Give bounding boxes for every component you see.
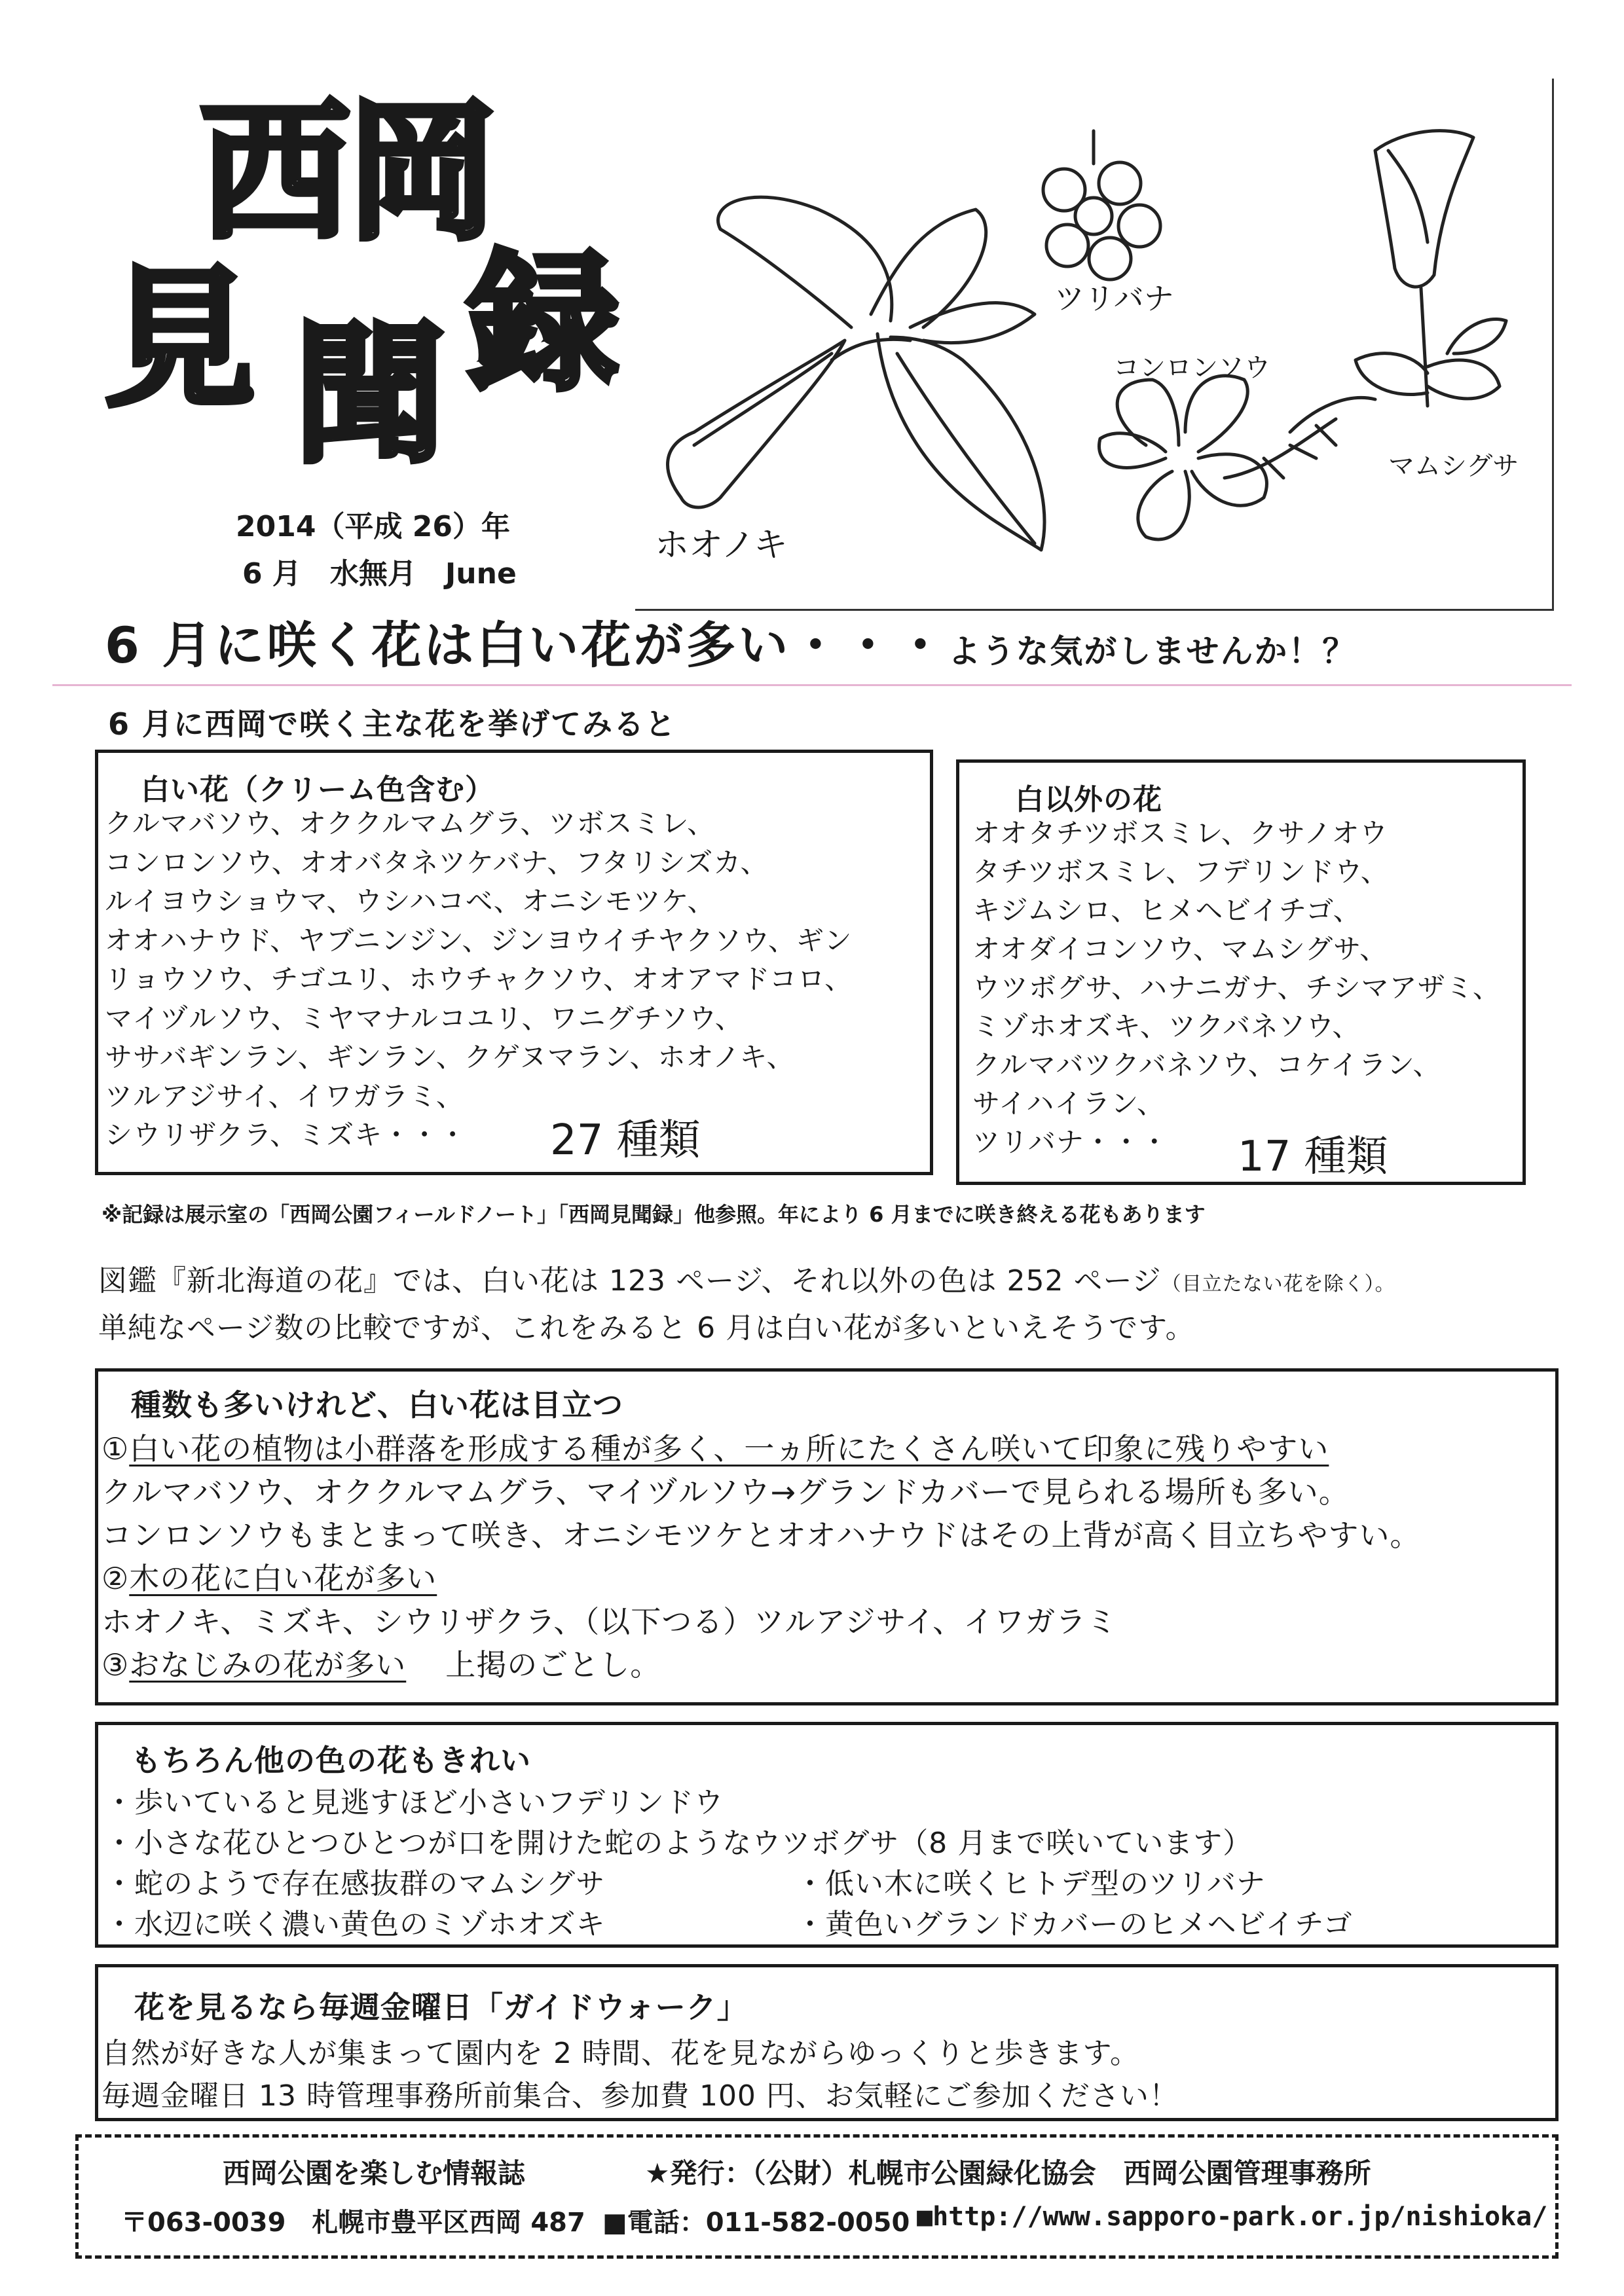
- colors-item: ・歩いていると見逃すほど小さいフデリンドウ: [105, 1786, 724, 1819]
- list-line: ササバギンラン、ギンラン、クゲヌマラン、ホオノキ、: [105, 1041, 795, 1073]
- paragraph-text: 図鑑『新北海道の花』では、白い花は 123 ページ、それ以外の色は 252 ページ: [98, 1264, 1162, 1298]
- list-line: コンロンソウ、オオバタネツケバナ、フタリシズカ、: [105, 846, 769, 879]
- white-box-heading: 白い花（クリーム色含む）: [141, 773, 494, 807]
- paragraph-line2: 単純なページ数の比較ですが、これをみると 6 月は白い花が多いといえそうです。: [98, 1311, 1195, 1345]
- other-colors-box: [95, 1722, 1559, 1948]
- list-line: タチツボスミレ、フデリンドウ、: [972, 856, 1389, 888]
- title-char: 聞: [295, 308, 446, 483]
- footer-box: [75, 2134, 1559, 2259]
- reason-3-text: おなじみの花が多い: [129, 1647, 407, 1683]
- list-line: クルマバツクバネソウ、コケイラン、: [972, 1049, 1441, 1081]
- list-line: オオダイコンソウ、マムシグサ、: [972, 933, 1388, 965]
- list-line: ツルアジサイ、イワガラミ、: [105, 1080, 464, 1112]
- footer-phone: ■電話：011-582-0050: [602, 2208, 910, 2238]
- list-line: リョウソウ、チゴユリ、ホウチャクソウ、オオアマドコロ、: [105, 963, 853, 995]
- list-line: キジムシロ、ヒメヘビイチゴ、: [972, 894, 1361, 926]
- paragraph-small: （目立たない花を除く）。: [1161, 1273, 1395, 1296]
- list-line: クルマバソウ、オククルマムグラ、ツボスミレ、: [105, 807, 716, 839]
- white-flowers-box: [95, 750, 933, 1175]
- source-note: ※記録は展示室の「西岡公園フィールドノート」「西岡見聞録」他参照。年により 6 月までに咲き終える花もあります: [101, 1202, 1206, 1227]
- reason-3-title: [101, 1641, 661, 1685]
- divider: [52, 684, 1572, 686]
- reason-1-line1: クルマバソウ、オククルマムグラ、マイヅルソウ→グランドカバーで見られる場所も多い。: [101, 1474, 1350, 1510]
- title-char: 西: [200, 86, 351, 261]
- title-char: 録: [468, 236, 619, 411]
- list-line: マイヅルソウ、ミヤマナルコユリ、ワニグチソウ、: [105, 1002, 743, 1034]
- list-line: オオハナウド、ヤブニンジン、ジンヨウイチヤクソウ、ギン: [105, 924, 853, 957]
- guide-line2: 毎週金曜日 13 時管理事務所前集合、参加費 100 円、お気軽にご参加ください！: [101, 2079, 1179, 2113]
- colors-item: ・蛇のようで存在感抜群のマムシグサ: [105, 1867, 606, 1901]
- colors-item: ・小さな花ひとつひとつが口を開けた蛇のようなウツボグサ（8 月まで咲いています）: [105, 1827, 1253, 1860]
- flower-illustration: [635, 79, 1554, 611]
- colors-item: ・低い木に咲くヒトデ型のツリバナ: [796, 1867, 1266, 1901]
- reason-1-text: 白い花の植物は小群落を形成する種が多く、一ヵ所にたくさん咲いて印象に残りやすい: [129, 1431, 1329, 1467]
- title-char: 岡: [347, 86, 498, 261]
- white-flowers-list: [105, 804, 853, 1155]
- list-line: ミゾホオズキ、ツクバネソウ、: [972, 1010, 1361, 1042]
- white-count: 27 種類: [550, 1116, 701, 1165]
- other-flowers-list: [972, 814, 1501, 1161]
- list-line: ウツボグサ、ハナニガナ、チシマアザミ、: [972, 972, 1501, 1004]
- label-tsuribana: ツリバナ: [1054, 281, 1174, 316]
- footer-publisher: ★発行：（公財）札幌市公園緑化協会 西岡公園管理事務所: [645, 2157, 1371, 2189]
- colors-heading: もちろん他の色の花もきれい: [131, 1743, 531, 1778]
- reason-1-marker: ①: [101, 1431, 130, 1467]
- issue-date-month: 6 月 水無月 June: [242, 557, 517, 591]
- issue-date-year: 2014（平成 26）年: [236, 510, 511, 543]
- label-mamushigusa: マムシグサ: [1388, 451, 1519, 481]
- headline: [105, 606, 1356, 677]
- reason-1-title: [101, 1425, 1329, 1468]
- footer-name: 西岡公園を楽しむ情報誌: [223, 2157, 526, 2189]
- reason-2-title: [101, 1555, 437, 1598]
- colors-item: ・水辺に咲く濃い黄色のミゾホオズキ: [105, 1908, 606, 1941]
- headline-main: 6 月に咲く花は白い花が多い・・・: [105, 616, 948, 674]
- other-flowers-box: [956, 759, 1526, 1185]
- reasons-heading: 種数も多いけれど、白い花は目立つ: [131, 1387, 623, 1423]
- colors-item: ・黄色いグランドカバーのヒメヘビイチゴ: [796, 1908, 1353, 1941]
- title-char: 見: [105, 253, 256, 428]
- reason-3-marker: ③: [101, 1647, 130, 1683]
- reason-3-tail: 上掲のごとし。: [445, 1647, 661, 1683]
- reason-2-line: ホオノキ、ミズキ、シウリザクラ、（以下つる）ツルアジサイ、イワガラミ: [101, 1604, 1118, 1639]
- list-line: ルイヨウショウマ、ウシハコベ、オニシモツケ、: [105, 885, 716, 917]
- list-line: サイハイラン、: [972, 1087, 1165, 1120]
- footer-address: 〒063-0039 札幌市豊平区西岡 487: [121, 2208, 585, 2238]
- reason-1-line2: コンロンソウもまとまって咲き、オニシモツケとオオハナウドはその上背が高く目立ちやすい。: [101, 1518, 1421, 1553]
- label-hoonoki: ホオノキ: [655, 526, 788, 565]
- list-line: オオタチツボスミレ、クサノオウ: [972, 817, 1388, 849]
- paragraph-line1: [98, 1257, 1395, 1299]
- reason-2-marker: ②: [101, 1561, 130, 1596]
- list-line: シウリザクラ、ミズキ・・・: [105, 1119, 468, 1151]
- label-konronsou: コンロンソウ: [1113, 353, 1270, 383]
- other-count: 17 種類: [1238, 1133, 1388, 1181]
- guide-line1: 自然が好きな人が集まって園内を 2 時間、花を見ながらゆっくりと歩きます。: [101, 2037, 1140, 2070]
- reasons-box: [95, 1368, 1559, 1705]
- footer-url[interactable]: ■http://www.sapporo-park.or.jp/nishioka/: [917, 2202, 1548, 2232]
- list-line: ツリバナ・・・: [972, 1126, 1169, 1158]
- guide-heading: 花を見るなら毎週金曜日「ガイドウォーク」: [134, 1990, 748, 2025]
- reason-2-text: 木の花に白い花が多い: [129, 1561, 437, 1596]
- other-box-heading: 白以外の花: [1015, 783, 1162, 816]
- subheading: 6 月に西岡で咲く主な花を挙げてみると: [108, 706, 677, 742]
- headline-tail: ような気がしませんか！？: [948, 632, 1357, 670]
- guide-walk-box: [95, 1964, 1559, 2121]
